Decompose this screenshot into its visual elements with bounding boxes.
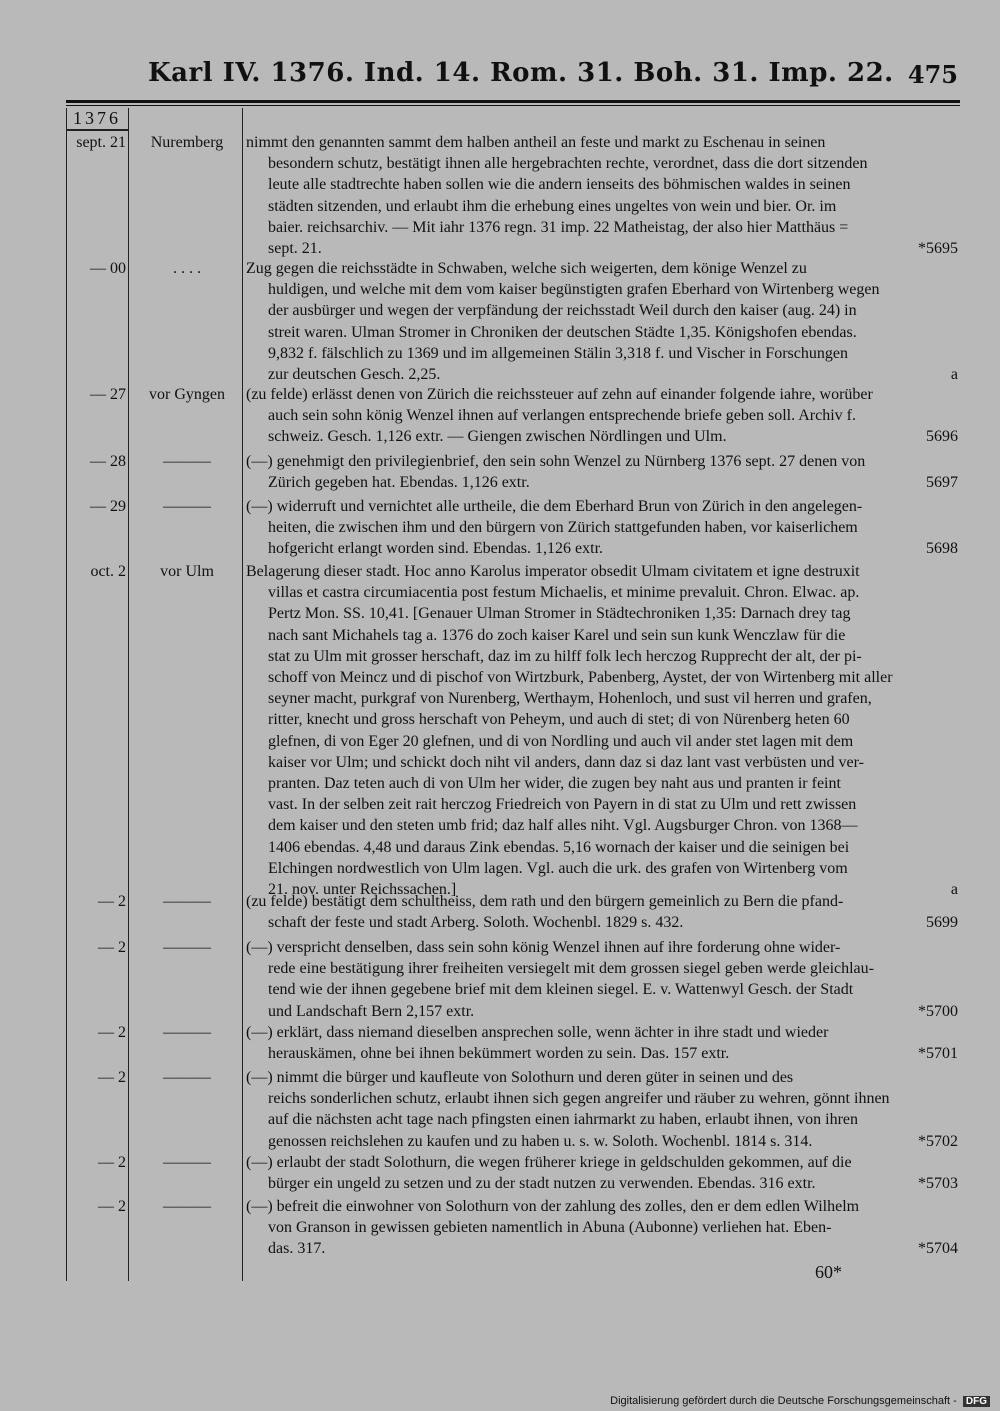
entry-date: — 28 [90,453,126,470]
entry-text-line-content: 21. nov. unter Reichssachen.] [268,881,457,899]
entry-text-line [246,958,958,979]
entry-text-line-content: (zu felde) bestätigt dem schultheiss, dem rath und den bürgern gemeinlich zu Bern die pfand- [246,893,844,910]
entry-text [246,1152,958,1194]
page-number: 475 [907,60,958,89]
entry-text-line-content: von Granson in gewissen gebieten namentlich in Abuna (Aubonne) verliehen hat. Eben- [268,1219,832,1237]
entry-number: 5697 [926,474,958,492]
entry-number: 5699 [926,914,958,932]
entry-text-line-content: villas et castra circumiacentia post festum Michaelis, et minime prevaluit. Chron. Elwac. ap. [268,584,860,602]
entry-text-line [246,582,958,603]
entry-text-line [246,667,958,688]
entry-text-line-content: streit waren. Ulman Stromer in Chroniken der deutschen Städte 1,35. Königshofen ebendas. [268,323,857,341]
entry-date: sept. 21 [76,134,126,151]
entry-text-line [246,1217,958,1238]
entry-text [246,1067,958,1152]
entry-number: 5698 [926,540,958,558]
entry-text-line [246,279,958,300]
entry-text-line [246,343,958,364]
entry-place: ——— [163,893,211,910]
entry-text-line-content: huldigen, und welche mit dem vom kaiser begünstigten grafen Eberhard von Wirtenberg wegen [268,281,880,299]
entry-text-line [246,405,958,426]
entry-text-line [246,815,958,836]
entry-number: *5700 [918,1002,958,1020]
entry-date: — 27 [90,386,126,403]
entry-text-line [246,891,958,912]
entry-text-line-content: (zu felde) erlässt denen von Zürich die reichssteuer auf zehn auf einander folgende iahre, worüber [246,386,873,403]
entry-text-line [246,688,958,709]
entry-text-line [246,174,958,195]
year-rule [66,129,128,131]
entry-text-line [246,496,958,517]
entry-text-line-content: Zug gegen die reichsstädte in Schwaben, welche sich weigerten, dem könige Wenzel zu [246,260,807,277]
column-rule-place [242,108,243,1281]
entry-text-line [246,517,958,538]
entry-text-line-content: und Landschaft Bern 2,157 extr. [268,1002,475,1020]
entry-text-line-content: (—) widerruft und vernichtet alle urtheile, die dem Eberhard Brun von Zürich in den angelegen- [246,498,863,515]
entry-text [246,132,958,259]
entry-text-line [246,1173,958,1194]
entry-place: ——— [163,939,211,956]
entry-text [246,1196,958,1260]
entry-text-line-content: (—) erlaubt der stadt Solothurn, die wegen früherer kriege in geldschulden gekommen, auf die [246,1154,852,1171]
entry-place: ——— [163,453,211,470]
header-rule-thin [66,105,960,106]
entry-place: . . . . [173,260,201,277]
entry-text-line-content: (—) nimmt die bürger und kaufleute von Solothurn und deren güter in seinen und des [246,1069,794,1086]
entry-text-line-content: das. 317. [268,1240,326,1258]
entry-number: *5701 [918,1045,958,1063]
entry-number: *5703 [918,1175,958,1193]
entry-text-line [246,300,958,321]
entry-text-line-content: rede eine bestätigung ihrer freiheiten versiegelt mit dem grossen siegel geben werde gleichlau- [268,960,874,978]
entry-text-line [246,1238,958,1259]
entry-place: ——— [163,498,211,515]
entry-text [246,937,958,1022]
entry-text-line [246,153,958,174]
entry-text-line [246,1001,958,1022]
entry-text-line-content: seyner macht, purkgraf von Nurenberg, Werthaym, Hohenloch, und sust vil herren und grafen, [268,690,872,708]
entry-text-line [246,858,958,879]
running-title: Karl IV. 1376. Ind. 14. Rom. 31. Boh. 31. Imp. 22. [148,58,894,88]
entry-number: *5702 [918,1132,958,1150]
year-label: 1376 [73,108,121,128]
entry-text-line-content: (—) verspricht denselben, dass sein sohn könig Wenzel ihnen auf ihre forderung ohne wider- [246,939,841,956]
entry-text-line [246,322,958,343]
signature-mark: 60* [815,1262,842,1282]
entry-text-line-content: städten sitzenden, und erlaubt ihm die erhebung eines ungeltes von wein und bier. Or. im [268,197,837,215]
entry-text-line [246,426,958,447]
entry-text-line [246,979,958,1000]
entry-text-line [246,752,958,773]
entry-text-line-content: schaft der feste und stadt Arberg. Soloth. Wochenbl. 1829 s. 432. [268,914,684,932]
entry-text-line-content: hofgericht erlangt worden sind. Ebendas. 1,126 extr. [268,540,604,558]
entry-text-line-content: schweiz. Gesch. 1,126 extr. — Giengen zwischen Nördlingen und Ulm. [268,428,727,446]
entry-text-line-content: leute alle stadtrechte haben sollen wie die andern ienseits des böhmischen waldes in seinen [268,176,851,194]
entry-text-line [246,561,958,582]
entry-text [246,891,958,933]
entry-date: oct. 2 [90,563,126,580]
entry-text-line-content: vast. In der selben zeit rait herczog Friedreich von Payern in di stat zu Ulm und rett zwissen [268,796,857,814]
entry-text-line [246,472,958,493]
entry-text-line-content: bürger ein ungeld zu setzen und zu der stadt nutzen zu verwenden. Ebendas. 316 extr. [268,1175,816,1193]
entry-text [246,496,958,560]
entry-text-line [246,1043,958,1064]
entry-text-line [246,364,958,385]
entry-text-line-content: Zürich gegeben hat. Ebendas. 1,126 extr. [268,474,530,492]
entry-date: — 2 [98,1198,126,1215]
entry-text-line-content: Pertz Mon. SS. 10,41. [Genauer Ulman Stromer in Städtechroniken 1,35: Darnach drey tag [268,605,851,623]
entry-number: *5704 [918,1240,958,1258]
entry-text-line [246,1152,958,1173]
entry-text-line [246,709,958,730]
entry-text-line [246,773,958,794]
entry-text-line-content: besondern schutz, bestätigt ihnen alle hergebrachten rechte, verordnet, dass die dort sitzenden [268,155,868,173]
entry-text-line-content: Elchingen nordwestlich von Ulm lagen. Vgl. auch die urk. des grafen von Wirtenberg vom [268,859,848,877]
entry-text-line-content: pranten. Daz teten auch di von Ulm her wider, die zugen bey naht aus und pranten ir feint [268,775,841,793]
entry-text-line [246,731,958,752]
entry-text-line-content: baier. reichsarchiv. — Mit iahr 1376 regn. 31 imp. 22 Matheistag, der also hier Matthäus = [268,218,849,236]
entry-number: *5695 [918,240,958,258]
entry-text-line-content: (—) erklärt, dass niemand dieselben ansprechen solle, wenn ächter in ihre stadt und wieder [246,1024,829,1041]
entry-date: — 00 [90,260,126,277]
entry-text-line-content: dem kaiser und den steten umb frid; daz half alles niht. Vgl. Augsburger Chron. von 1368— [268,817,858,835]
entry-text-line [246,451,958,472]
entry-text-line-content: stat zu Ulm mit grosser herschaft, daz im zu hilff folk lech herczog Rupprecht der alt, der pi- [268,647,862,665]
entry-text-line-content: heiten, die zwischen ihm und den bürgern von Zürich stattgefunden haben, vor kaiserlichem [268,519,858,537]
entry-text-line-content: 9,832 f. fälschlich zu 1369 und im allgemeinen Stälin 3,318 f. und Vischer in Forschungen [268,344,848,362]
digitization-credit [610,1395,990,1407]
entry-text-line-content: (—) genehmigt den privilegienbrief, den sein sohn Wenzel zu Nürnberg 1376 sept. 27 denen von [246,453,866,470]
entry-number: a [950,366,958,384]
entry-text-line [246,1131,958,1152]
entry-text-line-content: der ausbürger und wegen der verpfändung der reichsstadt Weil durch den kaiser (aug. 24) in [268,302,857,320]
entry-text-line [246,794,958,815]
entry-place: ——— [163,1069,211,1086]
entry-place: ——— [163,1024,211,1041]
entry-text-line-content: nach sant Michahels tag a. 1376 do zoch kaiser Karel und sein sun kunk Wenczlaw für die [268,626,846,644]
entry-text [246,451,958,493]
entry-place: ——— [163,1154,211,1171]
page-header [0,58,1000,94]
entry-text-line [246,196,958,217]
entry-text-line [246,384,958,405]
entry-text-line [246,912,958,933]
entry-text-line-content: nimmt den genannten sammt dem halben antheil an feste und markt zu Eschenau in seinen [246,134,826,151]
entry-text-line [246,1088,958,1109]
entry-text-line [246,1022,958,1043]
entry-text-line [246,258,958,279]
entry-date: — 2 [98,1024,126,1041]
entry-text-line-content: ritter, knecht und gross herschaft von Peheym, und auch di stet; di von Nürenberg heten 60 [268,711,850,729]
entry-text-line-content: herauskämen, ohne bei ihnen bekümmert worden zu sein. Das. 157 extr. [268,1045,730,1063]
entry-text-line-content: reichs sonderlichen schutz, erlaubt ihnen sich gegen angreifer und räuber zu wehren, gönnt ihnen [268,1090,890,1108]
entry-text-line-content: (—) befreit die einwohner von Solothurn von der zahlung des zolles, den er dem edlen Wilhelm [246,1198,860,1215]
entry-text-line [246,1067,958,1088]
entry-text-line [246,1109,958,1130]
entry-text [246,258,958,385]
entry-text [246,384,958,448]
entry-text-line [246,1196,958,1217]
entry-text-line [246,238,958,259]
entry-text-line [246,217,958,238]
entry-text-line [246,937,958,958]
dfg-logo: DFG [963,1396,990,1407]
entry-date: — 29 [90,498,126,515]
entry-text-line-content: auf die nächsten acht tage nach pfingsten einen iahrmarkt zu haben, erlaubt ihnen, von ihren [268,1111,858,1129]
entry-text-line [246,132,958,153]
entry-date: — 2 [98,1069,126,1086]
entry-date: — 2 [98,893,126,910]
entry-text-line-content: 1406 ebendas. 4,48 und daraus Zink ebendas. 5,16 wornach der kaiser und die seinigen bei [268,838,850,856]
entry-text-line-content: Belagerung dieser stadt. Hoc anno Karolus imperator obsedit Ulmam civitatem et igne destruxit [246,563,860,580]
entry-number: 5696 [926,428,958,446]
entry-place: vor Gyngen [149,386,225,403]
entry-text-line-content: zur deutschen Gesch. 2,25. [268,366,441,384]
entry-text-line-content: glefnen, di von Eger 20 glefnen, und di von Nordling und auch vil ander stet lagen mit dem [268,732,854,750]
entry-text-line [246,538,958,559]
entry-place: vor Ulm [160,563,214,580]
entry-place: ——— [163,1198,211,1215]
entry-text-line [246,625,958,646]
entry-text [246,561,958,900]
entry-text-line [246,646,958,667]
entry-text [246,1022,958,1064]
entry-place: Nuremberg [150,134,224,151]
header-rule [66,100,960,103]
entry-text-line [246,603,958,624]
entry-date: — 2 [98,939,126,956]
column-rule-date [128,108,129,1281]
entry-text-line-content: tend wie der ihnen gegebene brief mit dem kleinen siegel. E. v. Wattenwyl Gesch. der Stadt [268,981,854,999]
column-rule-left [66,108,67,1281]
credit-text: Digitalisierung gefördert durch die Deutsche Forschungsgemeinschaft - [610,1395,957,1407]
entry-date: — 2 [98,1154,126,1171]
entry-text-line-content: kaiser vor Ulm; und schickt doch niht vil anders, dann daz si daz lant vast verbüsten und ver- [268,753,864,771]
entry-text-line-content: schoff von Meincz und di pischof von Wirtzburk, Pabenberg, Aystet, der von Wirtenberg mit aller [268,669,893,687]
entry-text-line-content: sept. 21. [268,240,322,258]
entry-text-line-content: auch sein sohn könig Wenzel ihnen auf verlangen entsprechende briefe geben soll. Archiv f. [268,407,856,425]
entry-number: a [950,881,958,899]
entry-text-line-content: genossen reichslehen zu kaufen und zu haben u. s. w. Soloth. Wochenbl. 1814 s. 314. [268,1132,813,1150]
entry-text-line [246,837,958,858]
